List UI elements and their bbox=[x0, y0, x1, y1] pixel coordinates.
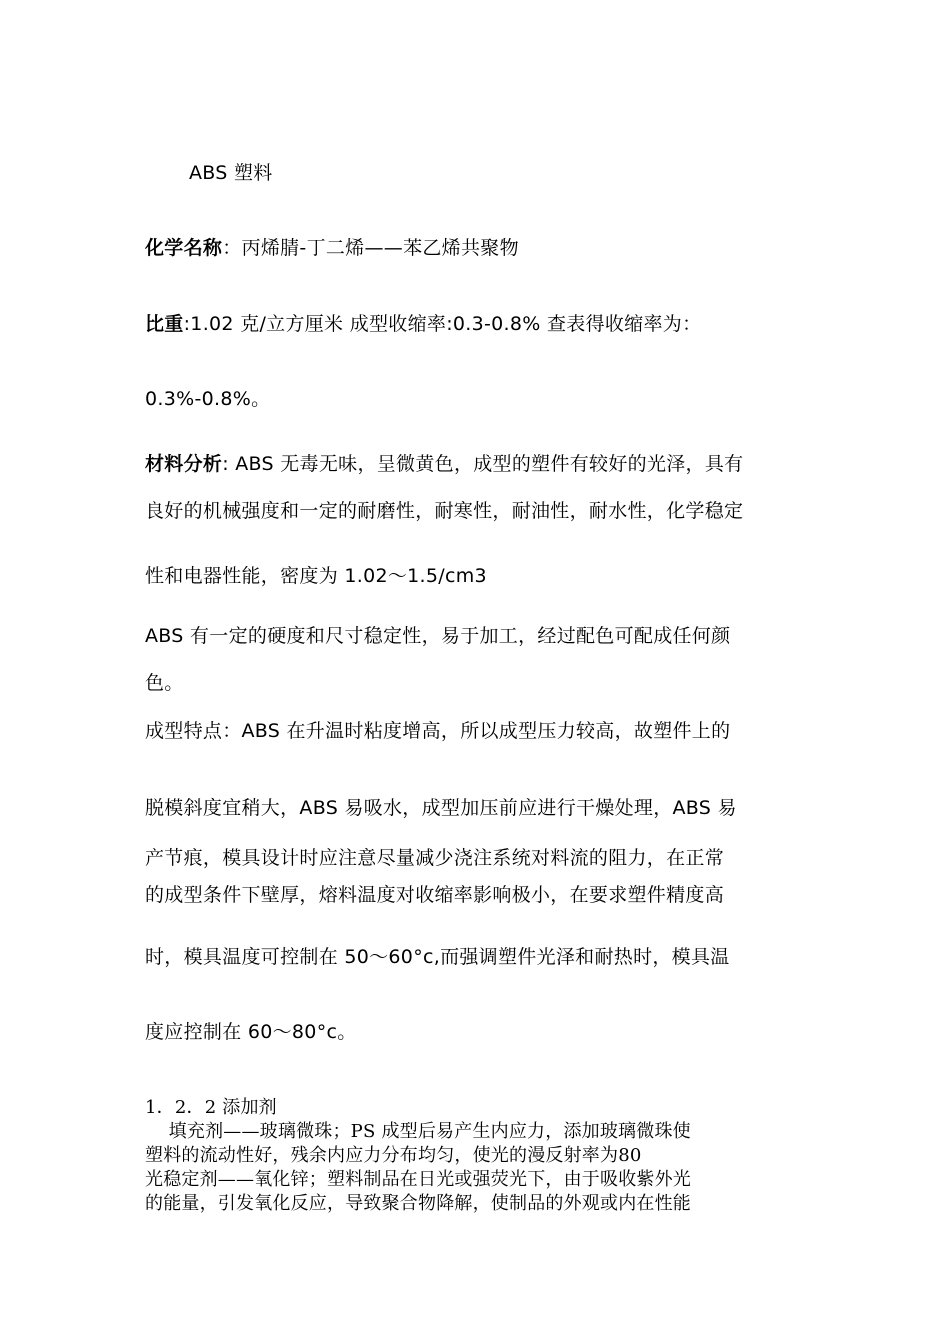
abs-note-line-2: 色。 bbox=[145, 672, 184, 694]
molding-line-4: 的成型条件下壁厚，熔料温度对收缩率影响极小，在要求塑件精度高 bbox=[145, 884, 725, 906]
chemical-name-label: 化学名称 bbox=[145, 237, 223, 259]
material-analysis-line-2: 良好的机械强度和一定的耐磨性，耐寒性，耐油性，耐水性，化学稳定 bbox=[145, 500, 744, 522]
specs-continuation: 0.3%-0.8%。 bbox=[145, 388, 271, 410]
chemical-name-separator: ： bbox=[222, 237, 242, 259]
chemical-name-value: 丙烯腈-丁二烯——苯乙烯共聚物 bbox=[241, 237, 519, 259]
additives-line-1: 填充剂——玻璃微珠；PS 成型后易产生内应力，添加玻璃微珠使 bbox=[145, 1121, 691, 1142]
specs-line bbox=[145, 312, 701, 336]
molding-line-5: 时，模具温度可控制在 50～60°c,而强调塑件光泽和耐热时，模具温 bbox=[145, 946, 730, 968]
additives-line-2: 塑料的流动性好，残余内应力分布均匀，使光的漫反射率为80 bbox=[145, 1145, 642, 1166]
material-analysis-line-1 bbox=[145, 452, 743, 476]
document-title: ABS 塑料 bbox=[189, 162, 273, 184]
specs-text: :1.02 克/立方厘米 成型收缩率:0.3-0.8% 查表得收缩率为： bbox=[183, 313, 702, 335]
additives-heading: 1．2．2 添加剂 bbox=[145, 1097, 277, 1118]
molding-line-2: 脱模斜度宜稍大，ABS 易吸水，成型加压前应进行干燥处理，ABS 易 bbox=[145, 797, 737, 819]
molding-line-6: 度应控制在 60～80°c。 bbox=[145, 1021, 357, 1043]
additives-line-4: 的能量，引发氧化反应，导致聚合物降解，使制品的外观或内在性能 bbox=[145, 1193, 691, 1214]
material-analysis-label: 材料分析 bbox=[145, 453, 223, 475]
chemical-name-line bbox=[145, 236, 519, 260]
molding-line-3: 产节痕，模具设计时应注意尽量减少浇注系统对料流的阻力，在正常 bbox=[145, 847, 725, 869]
material-analysis-line-3: 性和电器性能，密度为 1.02～1.5/cm3 bbox=[145, 565, 487, 587]
specs-label: 比重 bbox=[145, 313, 184, 335]
molding-line-1: 成型特点：ABS 在升温时粘度增高，所以成型压力较高，故塑件上的 bbox=[145, 720, 731, 742]
material-analysis-text: : ABS 无毒无味，呈微黄色，成型的塑件有较好的光泽，具有 bbox=[222, 453, 744, 475]
additives-line-3: 光稳定剂——氧化锌；塑料制品在日光或强荧光下，由于吸收紫外光 bbox=[145, 1169, 691, 1190]
abs-note-line-1: ABS 有一定的硬度和尺寸稳定性，易于加工，经过配色可配成任何颜 bbox=[145, 625, 731, 647]
